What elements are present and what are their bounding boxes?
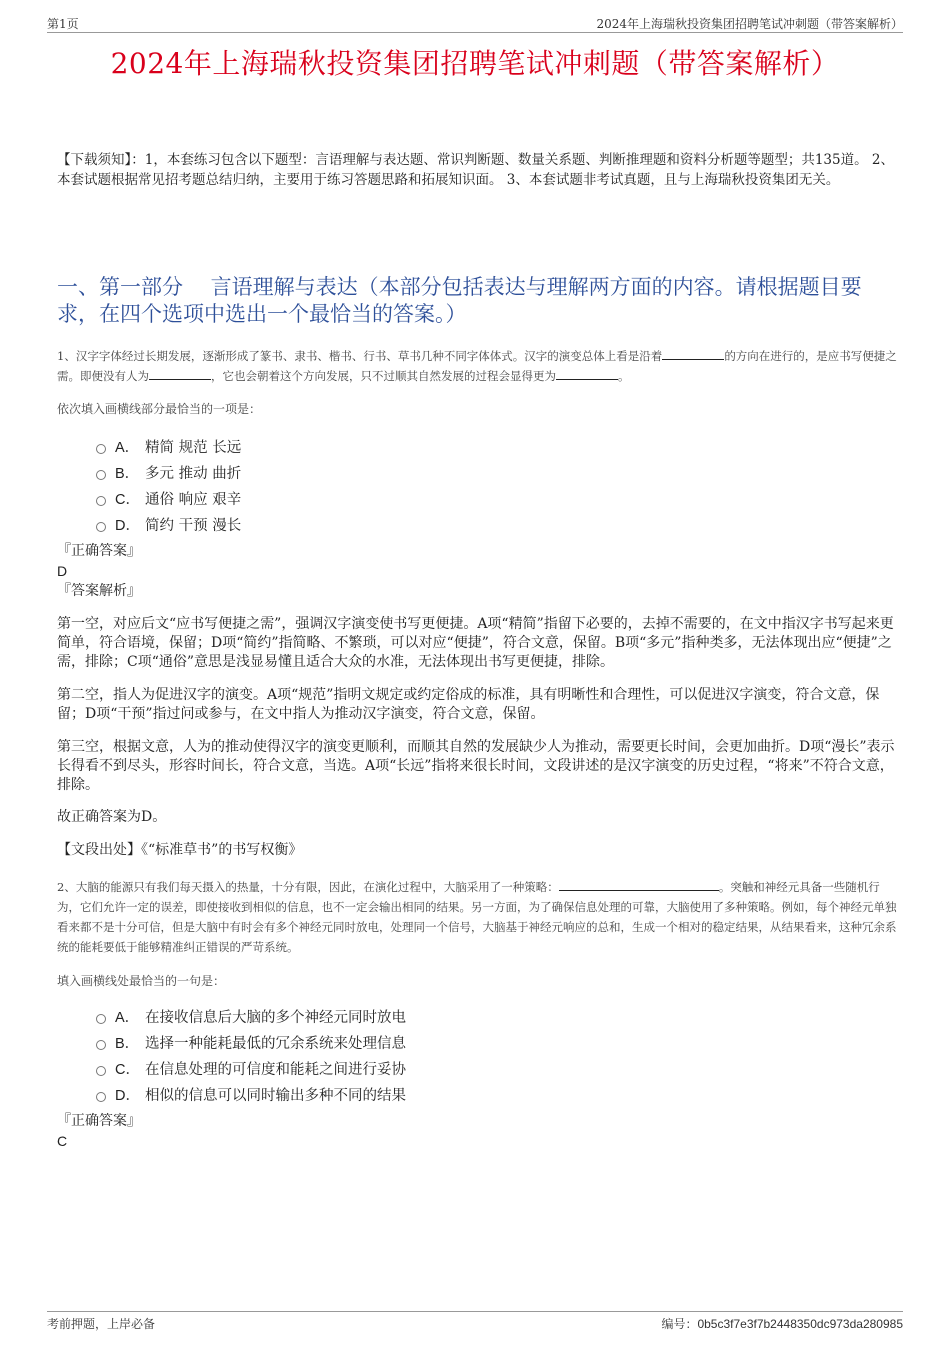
question-1-instruction: 依次填入画横线部分最恰当的一项是： xyxy=(57,402,262,416)
radio-button[interactable] xyxy=(96,1014,106,1024)
analysis-conclusion: 故正确答案为D。 xyxy=(57,809,167,825)
fill-blank xyxy=(149,367,211,380)
option-a[interactable]: A． 在接收信息后大脑的多个神经元同时放电 xyxy=(96,1006,406,1032)
analysis-label: 『答案解析』 xyxy=(57,583,141,599)
option-d[interactable]: D． 相似的信息可以同时输出多种不同的结果 xyxy=(96,1084,406,1110)
radio-button[interactable] xyxy=(96,470,106,480)
header-doc-title: 2024年上海瑞秋投资集团招聘笔试冲刺题（带答案解析） xyxy=(596,17,903,31)
section-heading: 一、第一部分 言语理解与表达（本部分包括表达与理解两方面的内容。请根据题目要求，在四个选项中选出一个最恰当的答案。） xyxy=(57,275,862,326)
question-2-answer xyxy=(57,1111,141,1151)
page-footer xyxy=(47,1311,903,1334)
answer-label: 『正确答案』 xyxy=(57,1113,141,1129)
fill-blank xyxy=(662,347,724,360)
question-1-text: 1、汉字字体经过长期发展，逐渐形成了篆书、隶书、楷书、行书、草书几种不同字体体式。汉字的演变总体上看是沿着 的方向在进行的，是应书写便捷之需。即便没有人为 ，它也会朝着这个方向发展，只不过顺其自然发展的过程会显得更为 。 xyxy=(57,349,897,383)
footer-code: 编号：0b5c3f7e3f7b2448350dc973da280985 xyxy=(661,1317,903,1331)
option-d[interactable]: D． 简约 干预 漫长 xyxy=(96,514,241,540)
radio-button[interactable] xyxy=(96,522,106,532)
question-2-text: 2、大脑的能源只有我们每天摄入的热量，十分有限，因此，在演化过程中，大脑采用了一种策略： 。突触和神经元具备一些随机行为，它们允许一定的误差，即使接收到相似的信息，也不一定会输出相同的结果。另一方面，为了确保信息处理的可靠，大脑使用了多种策略。例如，每个神经元单独看来都不是十分可信，但是大脑中有时会有多个神经元同时放电，处理同一个信号，大脑基于神经元响应的总和，生成一个相对的稳定结果，从结果看来，这种冗余系统的能耗要低于能够精准纠正错误的严苛系统。 xyxy=(57,880,897,954)
document-title: 2024年上海瑞秋投资集团招聘笔试冲刺题（带答案解析） xyxy=(110,47,840,80)
question-2-instruction: 填入画横线处最恰当的一句是： xyxy=(57,974,226,988)
answer-label: 『正确答案』 xyxy=(57,543,141,559)
radio-button[interactable] xyxy=(96,444,106,454)
passage-source: 【文段出处】《“标准草书”的书写权衡》 xyxy=(57,842,303,858)
fill-blank xyxy=(556,367,618,380)
option-a[interactable]: A． 精简 规范 长远 xyxy=(96,436,241,462)
page-header xyxy=(47,14,903,33)
download-notice: 【下载须知】：1，本套练习包含以下题型：言语理解与表达题、常识判断题、数量关系题、判断推理题和资料分析题等题型；共135道。 2、本套试题根据常见招考题总结归纳，主要用于练习答题思路和拓展知识面。 3、本套试题非考试真题，且与上海瑞秋投资集团无关。 xyxy=(57,152,894,188)
question-1-answer xyxy=(57,541,141,601)
option-c[interactable]: C． 通俗 响应 艰辛 xyxy=(96,488,241,514)
radio-button[interactable] xyxy=(96,496,106,506)
fill-blank xyxy=(559,878,719,891)
analysis-paragraph-3: 第三空，根据文意，人为的推动使得汉字的演变更顺利，而顺其自然的发展缺少人为推动，需要更长时间，会更加曲折。D项“漫长”表示长得看不到尽头，形容时间长，符合文意，当选。A项“长远”指将来很长时间，文段讲述的是汉字演变的历史过程，“将来”不符合文意，排除。 xyxy=(57,739,895,793)
option-b[interactable]: B． 多元 推动 曲折 xyxy=(96,462,241,488)
radio-button[interactable] xyxy=(96,1040,106,1050)
answer-value: D xyxy=(57,563,68,579)
answer-value: C xyxy=(57,1133,68,1149)
analysis-paragraph-2: 第二空，指人为促进汉字的演变。A项“规范”指明文规定或约定俗成的标准，具有明晰性和合理性，可以促进汉字演变，符合文意，保留；D项“干预”指过问或参与，在文中指人为推动汉字演变，符合文意，保留。 xyxy=(57,687,880,722)
radio-button[interactable] xyxy=(96,1092,106,1102)
analysis-paragraph-1: 第一空，对应后文“应书写便捷之需”，强调汉字演变使书写更便捷。A项“精简”指留下必要的，去掉不需要的，在文中指汉字书写起来更简单，符合语境，保留；D项“简约”指简略、不繁琐，可以对应“便捷”，符合文意，保留。B项“多元”指种类多，无法体现出应“便捷”之需，排除；C项“通俗”意思是浅显易懂且适合大众的水准，无法体现出书写更便捷，排除。 xyxy=(57,616,894,670)
radio-button[interactable] xyxy=(96,1066,106,1076)
option-c[interactable]: C． 在信息处理的可信度和能耗之间进行妥协 xyxy=(96,1058,406,1084)
question-1-options xyxy=(96,436,241,540)
page-number: 第1页 xyxy=(47,17,79,31)
question-2-options xyxy=(96,1006,406,1110)
option-b[interactable]: B． 选择一种能耗最低的冗余系统来处理信息 xyxy=(96,1032,406,1058)
footer-slogan: 考前押题，上岸必备 xyxy=(47,1317,156,1331)
